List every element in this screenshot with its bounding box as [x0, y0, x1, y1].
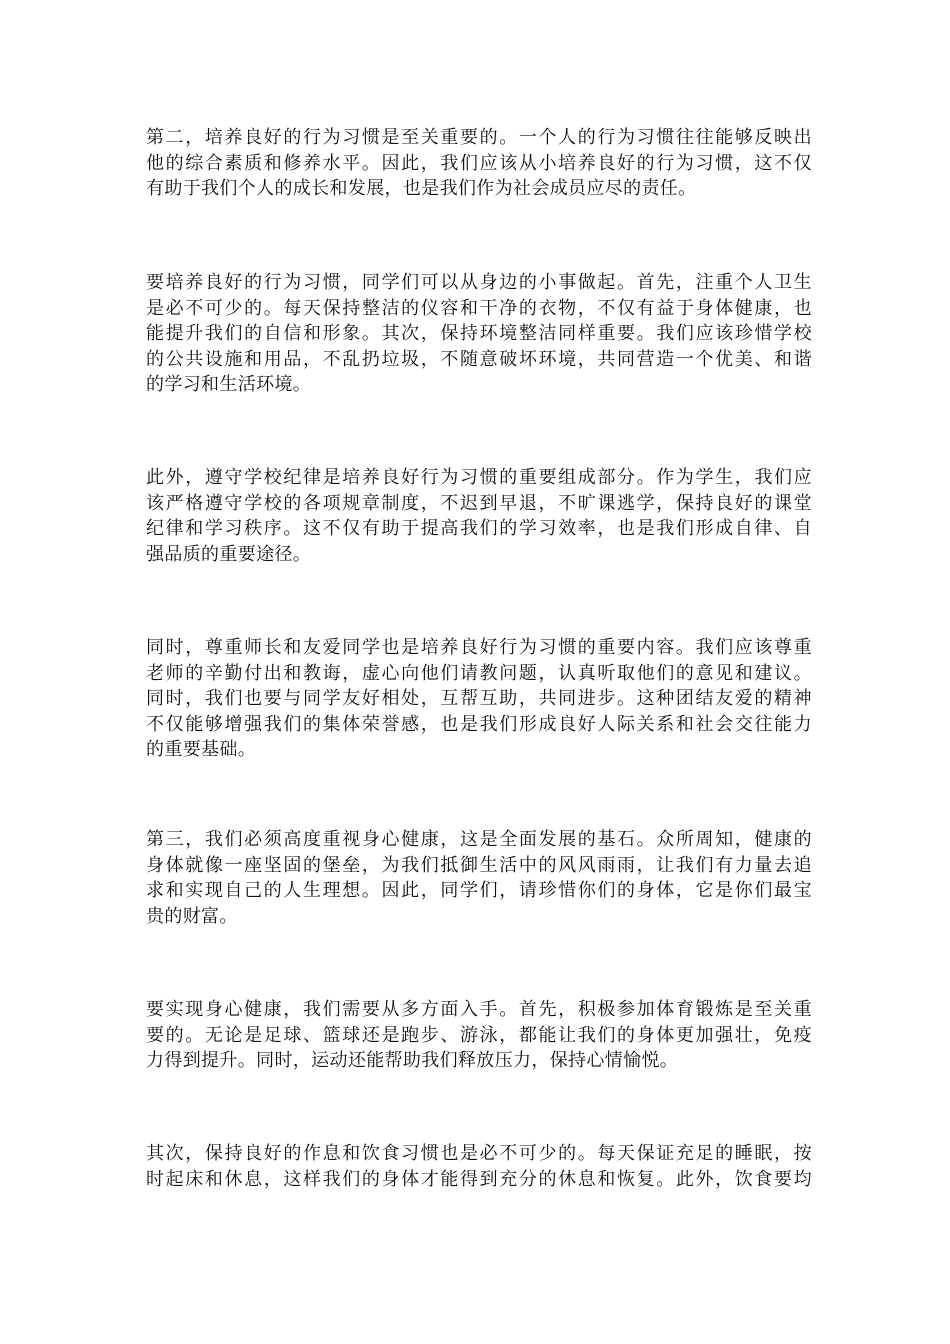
text-line: 能提升我们的自信和形象。其次，保持环境整洁同样重要。我们应该珍惜学校 [146, 323, 812, 344]
text-line: 同时，我们也要与同学友好相处，互帮互助，共同进步。这种团结友爱的精神 [146, 688, 812, 709]
text-line: 要实现身心健康，我们需要从多方面入手。首先，积极参加体育锻炼是至关重 [146, 999, 812, 1020]
text-line: 第三，我们必须高度重视身心健康，这是全面发展的基石。众所周知，健康的 [146, 829, 812, 850]
text-line: 求和实现自己的人生理想。因此，同学们，请珍惜你们的身体，它是你们最宝 [146, 880, 812, 901]
text-line: 强品质的重要途径。 [146, 543, 312, 565]
text-line: 第二，培养良好的行为习惯是至关重要的。一个人的行为习惯往往能够反映出 [146, 127, 812, 148]
text-line: 有助于我们个人的成长和发展，也是我们作为社会成员应尽的责任。 [146, 178, 697, 199]
text-line: 是必不可少的。每天保持整洁的仪容和干净的衣物，不仅有益于身体健康，也 [146, 297, 812, 319]
text-line: 不仅能够增强我们的集体荣誉感，也是我们形成良好人际关系和社会交往能力 [146, 713, 812, 735]
paragraph-school-discipline [146, 465, 812, 567]
text-line: 身体就像一座坚固的堡垒，为我们抵御生活中的风风雨雨，让我们有力量去追 [146, 854, 812, 876]
paragraph-behavior-habits [146, 125, 812, 202]
paragraph-physical-mental-health [146, 827, 812, 929]
text-line: 的公共设施和用品，不乱扔垃圾，不随意破坏环境，共同营造一个优美、和谐 [146, 348, 812, 370]
paragraph-hygiene-environment [146, 270, 812, 398]
text-line: 该严格遵守学校的各项规章制度，不迟到早退，不旷课逃学，保持良好的课堂 [146, 492, 812, 514]
text-line: 此外，遵守学校纪律是培养良好行为习惯的重要组成部分。作为学生，我们应 [146, 467, 812, 488]
text-line: 要培养良好的行为习惯，同学们可以从身边的小事做起。首先，注重个人卫生 [146, 272, 812, 293]
text-line: 力得到提升。同时，运动还能帮助我们释放压力，保持心情愉悦。 [146, 1050, 679, 1071]
text-line: 贵的财富。 [146, 905, 238, 927]
paragraph-sleep-diet [146, 1141, 812, 1192]
paragraph-respect-teachers [146, 635, 812, 763]
text-line: 纪律和学习秩序。这不仅有助于提高我们的学习效率，也是我们形成自律、自 [146, 518, 812, 539]
text-line: 他的综合素质和修养水平。因此，我们应该从小培养良好的行为习惯，这不仅 [146, 152, 812, 174]
text-line: 的重要基础。 [146, 739, 257, 760]
paragraph-exercise [146, 997, 812, 1074]
text-line: 的学习和生活环境。 [146, 374, 312, 395]
text-line: 要的。无论是足球、篮球还是跑步、游泳，都能让我们的身体更加强壮，免疫 [146, 1024, 812, 1046]
text-line: 其次，保持良好的作息和饮食习惯也是必不可少的。每天保证充足的睡眠，按 [146, 1143, 812, 1164]
text-line: 老师的辛勤付出和教诲，虚心向他们请教问题，认真听取他们的意见和建议。 [146, 662, 812, 684]
text-line: 同时，尊重师长和友爱同学也是培养良好行为习惯的重要内容。我们应该尊重 [146, 637, 812, 658]
text-line: 时起床和休息，这样我们的身体才能得到充分的休息和恢复。此外，饮食要均 [146, 1168, 812, 1190]
